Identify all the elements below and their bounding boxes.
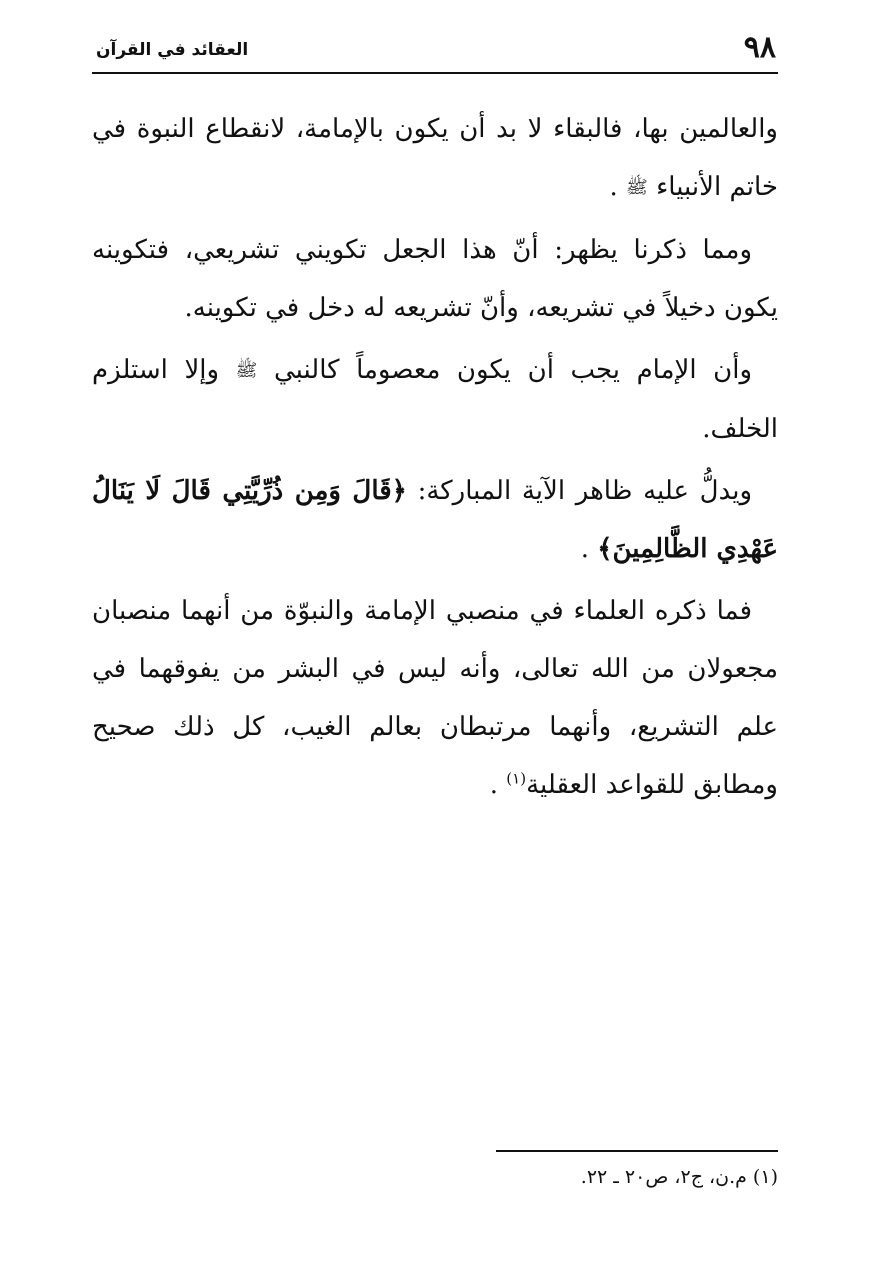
footnote-reference[interactable]: (١) <box>506 769 527 788</box>
paragraph-5-end: . <box>489 770 507 800</box>
paragraph-1-text: والعالمين بها، فالبقاء لا بد أن يكون بالإمامة، لانقطاع النبوة في خاتم الأنبياء <box>92 114 778 202</box>
honorific-symbol: ﷺ <box>626 177 648 198</box>
paragraph-4-intro: ويدلُّ عليه ظاهر الآية المباركة: <box>406 476 753 506</box>
paragraph-1 <box>92 100 778 217</box>
honorific-symbol: ﷺ <box>235 360 258 381</box>
paragraph-5 <box>92 582 778 814</box>
footnote: (١) م.ن، ج٢، ص٢٠ ـ ٢٢. <box>580 1166 778 1188</box>
paragraph-3-after: وإلا استلزم الخلف. <box>92 355 778 444</box>
body-text <box>92 100 778 818</box>
paragraph-2-text: ومما ذكرنا يظهر: أنّ هذا الجعل تكويني تشريعي، فتكوينه يكون دخيلاً في تشريعه، وأنّ تشريعه له دخل في تكوينه. <box>92 235 778 323</box>
page-number: ٩٨ <box>743 30 776 65</box>
paragraph-5-text: فما ذكره العلماء في منصبي الإمامة والنبوّة من أنهما منصبان مجعولان من الله تعالى، وأنه ليس في البشر من يفوقهما في علم التشريع، وأنهما مرتبطان بعالم الغيب، كل ذلك صحيح ومطابق للقواعد العقلية <box>92 596 778 800</box>
paragraph-1-end: . <box>609 172 627 202</box>
paragraph-4-end: . <box>580 534 598 564</box>
quran-verse: ﴿قَالَ وَمِن ذُرِّيَّتِي قَالَ لَا يَنَالُ عَهْدِي الظَّالِمِينَ﴾ <box>92 476 778 564</box>
paragraph-3 <box>92 341 778 458</box>
running-title: العقائد في القرآن <box>96 40 249 60</box>
page-header <box>92 28 778 74</box>
paragraph-3-before: وأن الإمام يجب أن يكون معصوماً كالنبي <box>273 355 753 385</box>
footnote-divider <box>496 1150 778 1152</box>
paragraph-4 <box>92 462 778 578</box>
paragraph-2 <box>92 221 778 337</box>
